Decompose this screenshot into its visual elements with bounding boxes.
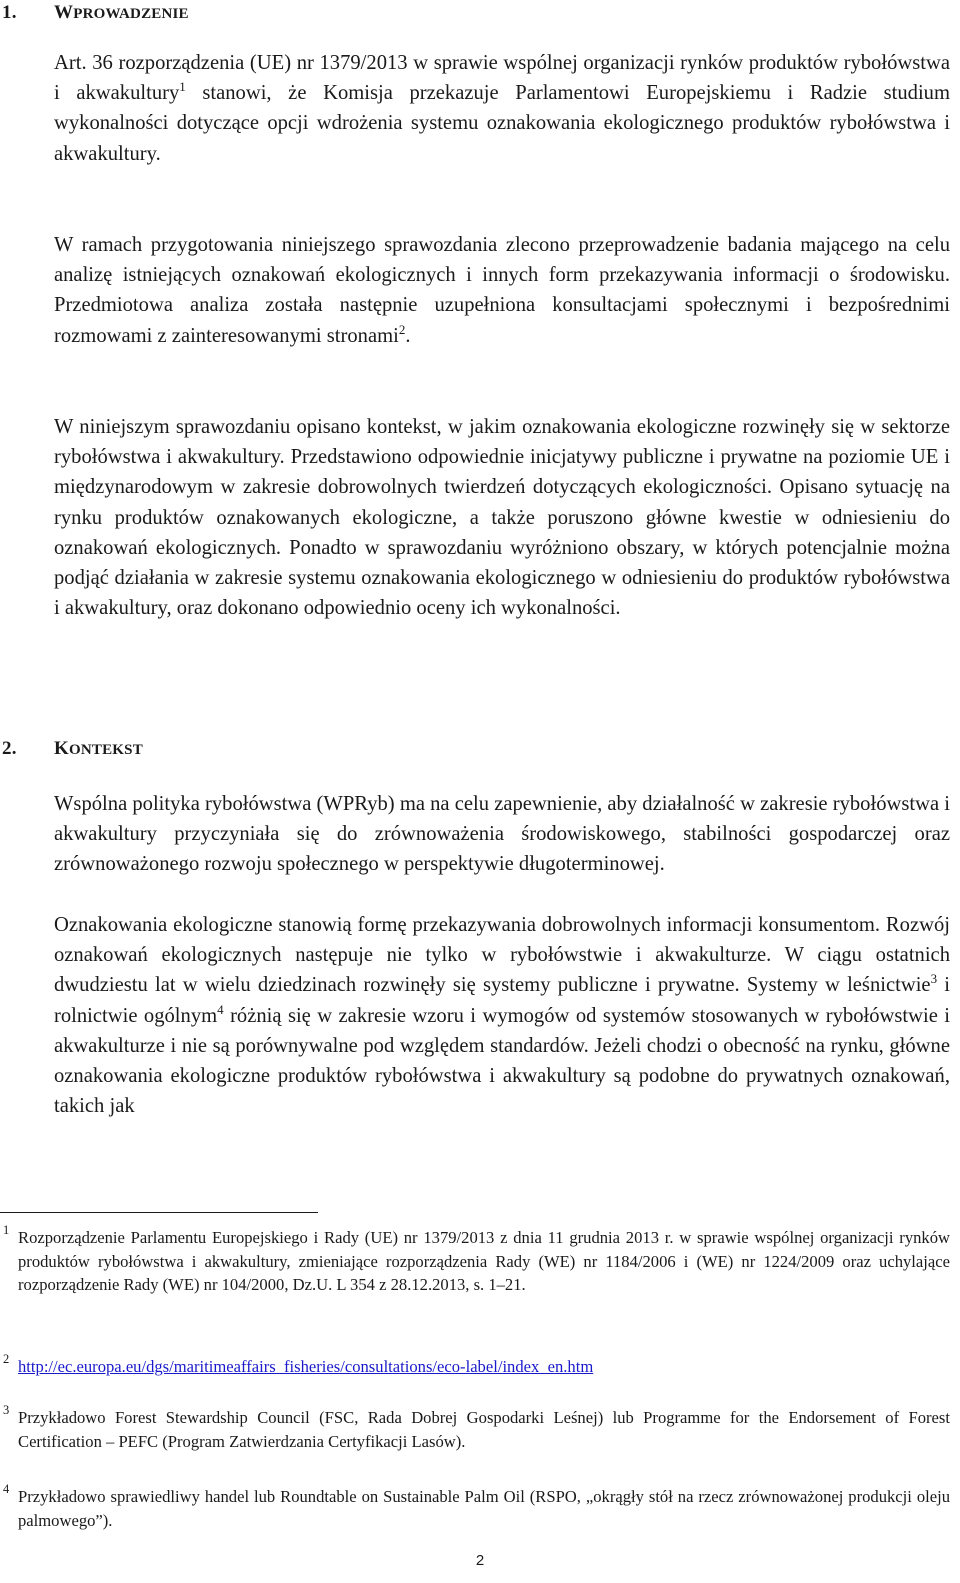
section-number: 1.: [2, 2, 17, 23]
footnote-separator: [0, 1212, 318, 1213]
footnote-ref-1[interactable]: 1: [179, 79, 186, 95]
footnote-text: Przykładowo Forest Stewardship Council (FSC, Rada Dobrej Gospodarki Leśnej) lub Programme for the Endorsement of Forest Certification – PEFC (Program Zatwierdzania Certyfikacji Lasów).: [18, 1408, 950, 1451]
paragraph-text: stanowi, że Komisja przekazuje Parlamentowi Europejskiemu i Radzie studium wykonalności dotyczące opcji wdrożenia systemu oznakowania ekologicznego produktów rybołówstwa i akwakultury.: [54, 82, 950, 165]
paragraph-study: [54, 230, 950, 351]
paragraph-ecolabels: [54, 910, 950, 1121]
footnote-number: 1: [3, 1223, 10, 1237]
footnote-number: 2: [3, 1352, 10, 1366]
section-title-initial: W: [54, 2, 74, 23]
paragraph-cfp: Wspólna polityka rybołówstwa (WPRyb) ma na celu zapewnienie, aby działalność w zakresie rybołówstwa i akwakultury przyczyniała się do zrównoważenia środowiskowego, stabilności gospodarczej oraz zrównoważonego rozwoju społecznego w perspektywie długoterminowej.: [54, 793, 950, 876]
section-number: 2.: [2, 738, 17, 759]
paragraph-text: W ramach przygotowania niniejszego sprawozdania zlecono przeprowadzenie badania mającego na celu analizę istniejących oznakowań ekologicznych i innych form przekazywania informacji o środowisku. Przedmiotowa analiza została następnie uzupełniona konsultacjami społecznymi i bezpośrednimi rozmowami z zainteresowanymi stronami: [54, 234, 950, 347]
section-heading-introduction: [2, 2, 189, 24]
paragraph-text: Oznakowania ekologiczne stanowią formę przekazywania dobrowolnych informacji konsumentom. Rozwój oznakowań ekologicznych następuje nie tylko w rybołówstwie i akwakulturze. W ciągu ostatnich dwudziestu lat w wielu dziedzinach rozwinęły się systemy publiczne i prywatne. Systemy w leśnictwie: [54, 914, 950, 997]
footnote-number: 3: [3, 1403, 10, 1417]
section-title-initial: K: [54, 738, 69, 759]
footnote-4: [3, 1482, 950, 1532]
paragraph-text: i rolnictwie ogólnym: [54, 974, 950, 1027]
section-title-rest: ONTEKST: [68, 742, 143, 758]
paragraph-report-scope: W niniejszym sprawozdaniu opisano kontekst, w jakim oznakowania ekologiczne rozwinęły się w sektorze rybołówstwa i akwakultury. Przedstawiono odpowiednie inicjatywy publiczne i prywatne na poziomie UE i międzynarodowym w zakresie dobrowolnych twierdzeń dotyczących ekologiczności. Opisano sytuację na rynku produktów oznakowanych ekologiczne, a także poruszono główne kwestie w odniesieniu do oznakowań ekologicznych. Ponadto w sprawozdaniu wyróżniono obszary, w których potencjalnie można podjąć działania w zakresie systemu oznakowania ekologicznego w odniesieniu do produktów rybołówstwa i akwakultury, oraz dokonano odpowiednio oceny ich wykonalności.: [54, 416, 950, 620]
footnote-link[interactable]: http://ec.europa.eu/dgs/maritimeaffairs_fisheries/consultations/eco-label/index_en.htm: [18, 1357, 594, 1376]
footnote-ref-3[interactable]: 3: [930, 971, 938, 987]
footnote-ref-2[interactable]: 2: [398, 321, 406, 337]
paragraph-text: różnią się w zakresie wzoru i wymogów od systemów stosowanych w rybołówstwie i akwakulturze i nie są porównywalne pod względem standardów. Jeżeli chodzi o obecność na rynku, główne oznakowania ekologiczne produktów rybołówstwa i akwakultury są podobne do prywatnych oznakowań, takich jak: [54, 1004, 950, 1118]
footnote-2: [3, 1352, 950, 1379]
footnote-ref-4[interactable]: 4: [217, 1001, 224, 1017]
paragraph-article-36: [54, 48, 950, 169]
footnote-3: [3, 1403, 950, 1453]
footnote-1: [3, 1223, 950, 1297]
section-title-rest: PROWADZENIE: [73, 6, 189, 22]
footnote-text: Rozporządzenie Parlamentu Europejskiego i Rady (UE) nr 1379/2013 z dnia 11 grudnia 2013 r. w sprawie wspólnej organizacji rynków produktów rybołówstwa i akwakultury, zmieniające rozporządzenia Rady (WE) nr 1184/2006 i (WE) nr 1224/2009 oraz uchylające rozporządzenie Rady (WE) nr 104/2000, Dz.U. L 354 z 28.12.2013, s. 1–21.: [18, 1228, 950, 1295]
section-heading-context: [2, 738, 143, 760]
page-number: 2: [475, 1552, 485, 1569]
paragraph-text: Art. 36 rozporządzenia (UE) nr 1379/2013 w sprawie wspólnej organizacji rynków produktów rybołówstwa i akwakultury: [54, 52, 950, 105]
paragraph-text: .: [405, 324, 411, 347]
footnote-text: Przykładowo sprawiedliwy handel lub Roundtable on Sustainable Palm Oil (RSPO, „okrągły stół na rzecz zrównoważonej produkcji oleju palmowego”).: [18, 1487, 950, 1530]
footnote-number: 4: [3, 1482, 10, 1496]
